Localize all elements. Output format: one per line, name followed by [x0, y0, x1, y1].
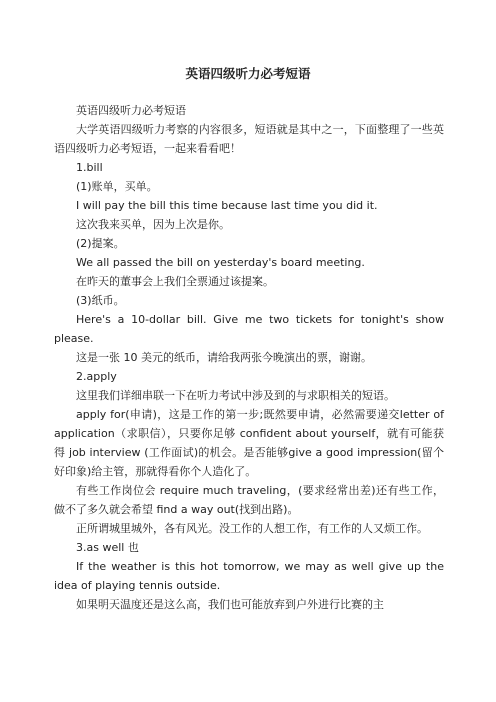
paragraph: Here's a 10-dollar bill. Give me two tickets for tonight's show please. — [54, 313, 444, 345]
paragraph: 英语四级听力必考短语 — [76, 104, 186, 117]
paragraph: 这次我来买单，因为上次是你。 — [76, 218, 230, 231]
paragraph: 有些工作岗位会 require much traveling，(要求经常出差)还有些工作，做不了多久就会希望 find a way out(找到出路)。 — [54, 484, 444, 516]
paragraph: I will pay the bill this time because last time you did it. — [76, 199, 378, 212]
paragraph: 2.apply — [76, 370, 117, 383]
paragraph: (1)账单，买单。 — [76, 180, 158, 193]
paragraph: 1.bill — [76, 161, 103, 174]
paragraph: 这里我们详细串联一下在听力考试中涉及到的与求职相关的短语。 — [76, 389, 395, 402]
paragraph: (3)纸币。 — [76, 294, 125, 307]
document-title: 英语四级听力必考短语 — [185, 66, 311, 81]
document-body — [54, 101, 444, 614]
paragraph: apply for(申请)，这是工作的第一步;既然要申请，必然需要递交letter of application（求职信），只要你足够 confident about yourself，就有可能获得 job interview (工作面试)的机会。是否能够give a good impression(留个好印象)给主管，那就得看你个人造化了。 — [54, 408, 444, 478]
paragraph: 大学英语四级听力考察的内容很多，短语就是其中之一，下面整理了一些英语四级听力必考短语，一起来看看吧！ — [54, 123, 444, 155]
paragraph: 正所谓城里城外，各有风光。没工作的人想工作，有工作的人又烦工作。 — [76, 522, 428, 535]
paragraph: 3.as well 也 — [76, 541, 139, 554]
paragraph: 这是一张 10 美元的纸币，请给我两张今晚演出的票，谢谢。 — [76, 351, 372, 364]
paragraph: 如果明天温度还是这么高，我们也可能放弃到户外进行比赛的主 — [76, 598, 384, 611]
paragraph: We all passed the bill on yesterday's board meeting. — [76, 256, 365, 269]
paragraph: (2)提案。 — [76, 237, 125, 250]
paragraph: 在昨天的董事会上我们全票通过该提案。 — [76, 275, 274, 288]
paragraph: If the weather is this hot tomorrow, we may as well give up the idea of playing tennis outside. — [54, 560, 444, 592]
